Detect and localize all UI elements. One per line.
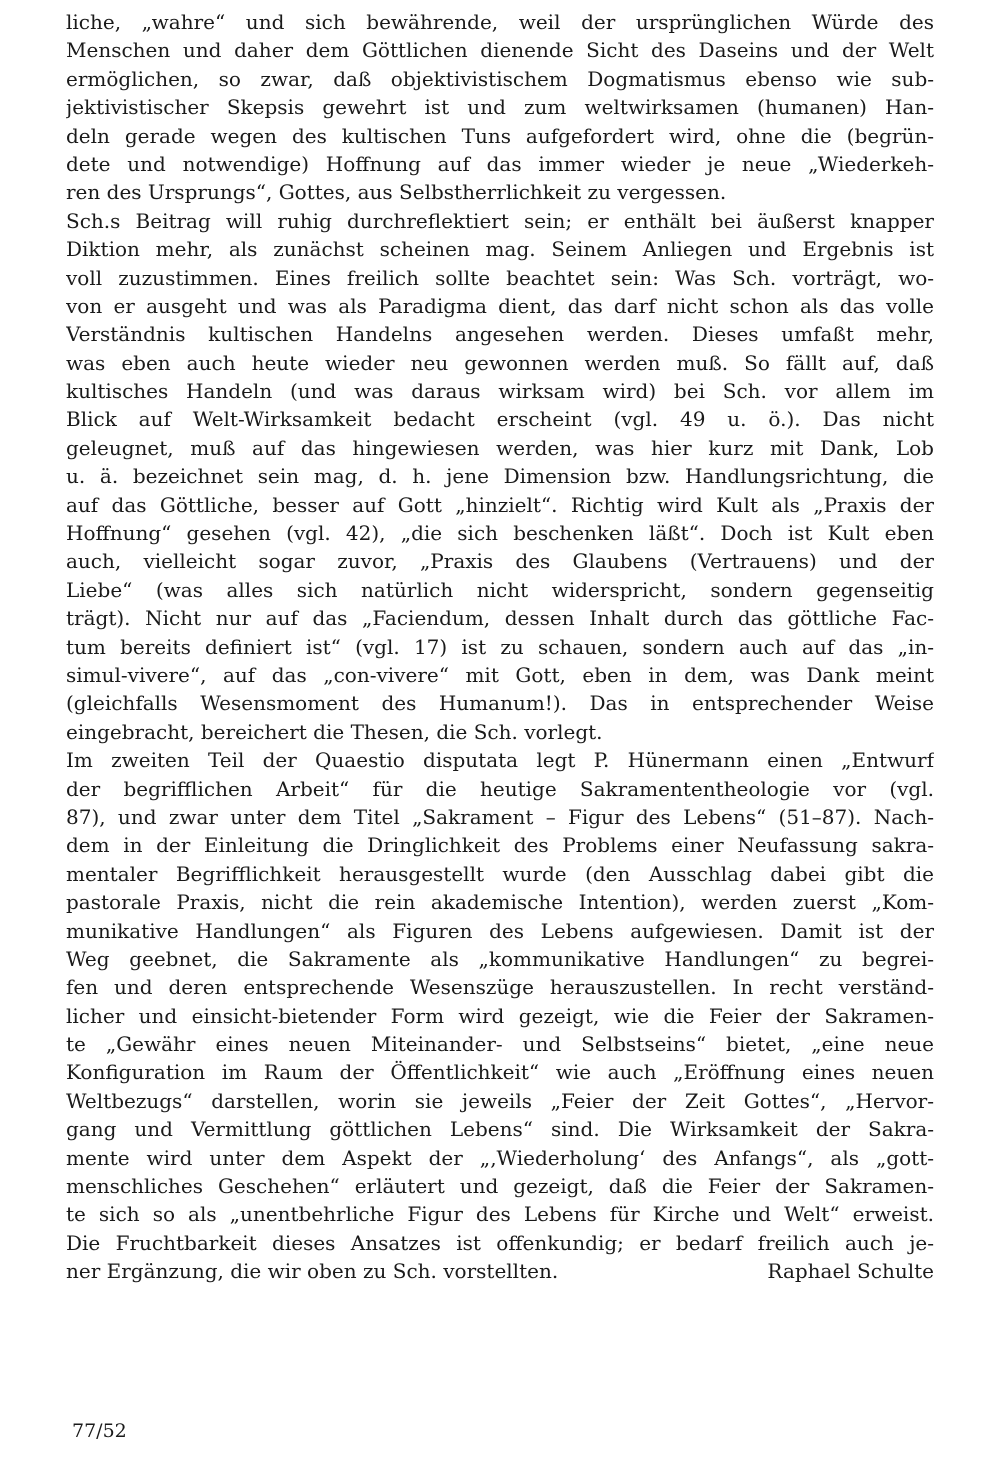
text-line: munikative Handlungen“ als Figuren des Lebens aufgewiesen. Damit ist der — [66, 918, 934, 943]
text-line: liche, „wahre“ und sich bewährende, weil der ursprünglichen Würde des — [66, 10, 934, 34]
text-line: Diktion mehr, als zunächst scheinen mag. Seinem Anliegen und Ergebnis ist — [66, 237, 934, 262]
text-line: Hoffnung“ gesehen (vgl. 42), „die sich beschenken läßt“. Doch ist Kult eben — [66, 521, 934, 546]
closing-text: ner Ergänzung, die wir oben zu Sch. vorstellten. — [66, 1259, 559, 1284]
text-line: fen und deren entsprechende Wesenszüge herauszustellen. In recht verständ- — [66, 975, 934, 1000]
text-line: pastorale Praxis, nicht die rein akademische Intention), werden zuerst „Kom- — [66, 890, 934, 915]
page-number: 77/52 — [72, 1420, 127, 1442]
text-line: kultisches Handeln (und was daraus wirksam wird) bei Sch. vor allem im — [66, 379, 934, 404]
text-line: Konfiguration im Raum der Öffentlichkeit“ wie auch „Eröffnung eines neuen — [66, 1060, 934, 1085]
text-line: Verständnis kultischen Handelns angesehen werden. Dieses umfaßt mehr, — [66, 322, 934, 347]
text-line: menschliches Geschehen“ erläutert und gezeigt, daß die Feier der Sakramen- — [66, 1174, 934, 1199]
text-line: dem in der Einleitung die Dringlichkeit des Problems einer Neufassung sakra- — [66, 833, 934, 858]
text-line: voll zuzustimmen. Eines freilich sollte beachtet sein: Was Sch. vorträgt, wo- — [66, 265, 934, 290]
text-line: simul-vivere“, auf das „con-vivere“ mit Gott, eben in dem, was Dank meint — [66, 662, 934, 687]
text-line: dete und notwendige) Hoffnung auf das immer wieder je neue „Wiederkeh- — [66, 151, 934, 176]
text-line: tum bereits definiert ist“ (vgl. 17) ist zu schauen, sondern auch auf das „in- — [66, 634, 934, 659]
paragraph-1 — [66, 8, 934, 207]
text-line: ermöglichen, so zwar, daß objektivistischem Dogmatismus ebenso wie sub- — [66, 66, 934, 91]
text-line: mentaler Begrifflichkeit herausgestellt wurde (den Ausschlag dabei gibt die — [66, 861, 934, 886]
text-line: jektivistischer Skepsis gewehrt ist und zum weltwirksamen (humanen) Han- — [66, 95, 934, 120]
text-line: te sich so als „unentbehrliche Figur des Lebens für Kirche und Welt“ erweist. — [66, 1202, 934, 1227]
document-page — [66, 8, 934, 1286]
text-line: mente wird unter dem Aspekt der „‚Wiederholung‘ des Anfangs“, als „gott- — [66, 1145, 934, 1170]
text-line: u. ä. bezeichnet sein mag, d. h. jene Dimension bzw. Handlungsrichtung, die — [66, 464, 934, 489]
text-line: der begrifflichen Arbeit“ für die heutige Sakramententheologie vor (vgl. — [66, 776, 934, 801]
text-line: deln gerade wegen des kultischen Tuns aufgefordert wird, ohne die (begrün- — [66, 123, 934, 148]
text-line: Weltbezugs“ darstellen, worin sie jeweils „Feier der Zeit Gottes“, „Hervor- — [66, 1088, 934, 1113]
text-line: te „Gewähr eines neuen Miteinander- und Selbstseins“ bietet, „eine neue — [66, 1032, 934, 1057]
text-line: gang und Vermittlung göttlichen Lebens“ sind. Die Wirksamkeit der Sakra- — [66, 1117, 934, 1142]
author-name: Raphael Schulte — [767, 1259, 934, 1284]
text-line: Die Fruchtbarkeit dieses Ansatzes ist offenkundig; er bedarf freilich auch je- — [66, 1230, 934, 1255]
text-line: Blick auf Welt-Wirksamkeit bedacht erscheint (vgl. 49 u. ö.). Das nicht — [66, 407, 934, 432]
text-line: Sch.s Beitrag will ruhig durchreflektiert sein; er enthält bei äußerst knapper — [66, 208, 934, 233]
text-line: Menschen und daher dem Göttlichen dienende Sicht des Daseins und der Welt — [66, 38, 934, 63]
text-line: was eben auch heute wieder neu gewonnen werden muß. So fällt auf, daß — [66, 350, 934, 375]
text-line: Liebe“ (was alles sich natürlich nicht widerspricht, sondern gegenseitig — [66, 577, 934, 602]
text-line: trägt). Nicht nur auf das „Faciendum, dessen Inhalt durch das göttliche Fac- — [66, 606, 934, 631]
text-line: von er ausgeht und was als Paradigma dient, das darf nicht schon als das volle — [66, 293, 934, 318]
text-line: (gleichfalls Wesensmoment des Humanum!). Das in entsprechender Weise — [66, 691, 934, 716]
paragraph-3 — [66, 746, 934, 1257]
text-line: Weg geebnet, die Sakramente als „kommunikative Handlungen“ zu begrei- — [66, 946, 934, 971]
closing-line — [66, 1257, 934, 1285]
text-line: auf das Göttliche, besser auf Gott „hinzielt“. Richtig wird Kult als „Praxis der — [66, 492, 934, 517]
text-line: licher und einsicht-bietender Form wird gezeigt, wie die Feier der Sakramen- — [66, 1003, 934, 1028]
text-line: eingebracht, bereichert die Thesen, die Sch. vorlegt. — [66, 719, 603, 744]
text-line: ren des Ursprungs“, Gottes, aus Selbstherrlichkeit zu vergessen. — [66, 180, 727, 205]
text-line: Im zweiten Teil der Quaestio disputata legt P. Hünermann einen „Entwurf — [66, 748, 934, 773]
text-line: 87), und zwar unter dem Titel „Sakrament – Figur des Lebens“ (51–87). Nach- — [66, 804, 934, 829]
paragraph-2 — [66, 207, 934, 746]
text-line: geleugnet, muß auf das hingewiesen werden, was hier kurz mit Dank, Lob — [66, 435, 934, 460]
text-line: auch, vielleicht sogar zuvor, „Praxis des Glaubens (Vertrauens) und der — [66, 549, 934, 574]
